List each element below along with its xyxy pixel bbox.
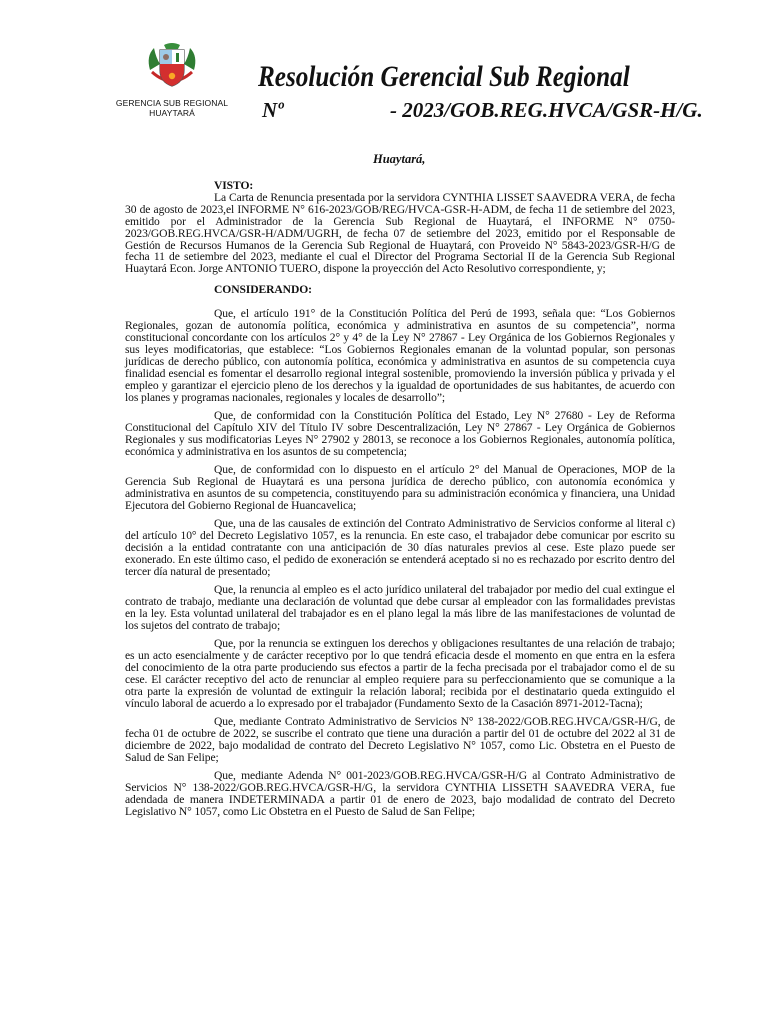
considerando-paragraph: Que, mediante Contrato Administrativo de Servicios N° 138-2022/GOB.REG.HVCA/GSR-H/G, de fecha 01 de octubre de 2022, se suscribe el contrato que tiene una duración a partir del 01 de octubre del 2022 al 31 de diciembre de 2022, bajo modalidad de contrato del Decreto Legislativo N° 1057, como Lic. Obstetra en el Puesto de Salud de San Felipe; — [125, 715, 675, 764]
resolution-number: - 2023/GOB.REG.HVCA/GSR-H/G. — [390, 98, 703, 122]
document-body — [125, 180, 675, 825]
organization-line-2: HUAYTARÁ — [149, 108, 195, 118]
place-date: Huaytará, — [373, 152, 426, 166]
considerando-heading: CONSIDERANDO: — [214, 283, 312, 297]
visto-heading: VISTO: — [214, 179, 254, 192]
document-title: Resolución Gerencial Sub Regional — [258, 60, 630, 93]
resolution-number-label: Nº — [262, 98, 284, 122]
organization-line-1: GERENCIA SUB REGIONAL — [115, 98, 229, 108]
visto-paragraph: La Carta de Renuncia presentada por la servidora CYNTHIA LISSET SAAVEDRA VERA, de fecha 30 de agosto de 2023,el INFORME N° 616-2023/GOB/REG/HVCA-GSR-H-ADM, de fecha 11 de setiembre del 2023, emitido por el Administrador de la Gerencia Sub Regional de Huaytará, el INFORME N° 0750-2023/GOB.REG.HVCA/GSR-H/ADM/UGRH, de fecha 07 de setiembre del 2023, emitido por el Responsable de Gestión de Recursos Humanos de la Gerencia Sub Regional de Huaytará, con Proveido N° 5843-2023/GSR-H/G de fecha 11 de setiembre del 2023, mediante el cual el Director del Programa Sectorial II de la Gerencia Sub Regional Huaytará Econ. Jorge ANTONIO TUERO, dispone la proyección del Acto Resolutivo correspondiente, y; — [125, 190, 675, 276]
considerando-paragraph: Que, mediante Adenda N° 001-2023/GOB.REG.HVCA/GSR-H/G al Contrato Administrativo de Servicios N° 138-2022/GOB.REG.HVCA/GSR-H/G, la servidora CYNTHIA LISSETH SAAVEDRA VERA, fue adendada de manera INDETERMINADA a partir 01 de enero de 2023, bajo modalidad de contrato del Decreto Legislativo N° 1057, como Lic Obstetra en el Puesto de Salud de San Felipe; — [125, 769, 675, 819]
considerando-paragraph: Que, de conformidad con la Constitución Política del Estado, Ley N° 27680 - Ley de Reforma Constitucional del Capítulo XIV del Título IV sobre Descentralización, Ley N° 27867 - Ley Orgánica de Gobiernos Regionales y sus modificatorias Leyes N° 27902 y 28013, se reconoce a los Gobiernos Regionales, autonomía política, económica y administrativa en los asuntos de su competencia; — [125, 408, 675, 458]
considerando-paragraph: Que, por la renuncia se extinguen los derechos y obligaciones resultantes de una relación de trabajo; es un acto esencialmente y de carácter receptivo por lo que tendrá eficacia desde el momento en que entra en la esfera del conocimiento de la otra parte produciendo sus efectos a partir de la fecha precisada por el trabajador como el de su cese. El carácter receptivo del acto de renunciar al empleo requiere para su perfeccionamiento que se comunique a la otra parte la expresión de voluntad de extinguir la relación laboral; recibida por el destinatario queda extinguido el vínculo laboral de acuerdo a lo expresado por el trabajador (Fundamento Sexto de la Casación 8971-2012-Tacna); — [125, 637, 675, 710]
organization-name — [110, 98, 234, 118]
coat-of-arms-icon — [146, 42, 198, 92]
considerando-paragraph: Que, la renuncia al empleo es el acto jurídico unilateral del trabajador por medio del cual extingue el contrato de trabajo, mediante una declaración de voluntad que debe cursar al empleador con las formalidades previstas en la ley. Esta voluntad unilateral del trabajador es en el plano legal la más libre de las manifestaciones de voluntad de los sujetos del contrato de trabajo; — [125, 583, 675, 632]
considerando-paragraph: Que, de conformidad con lo dispuesto en el artículo 2° del Manual de Operaciones, MOP de la Gerencia Sub Regional de Huaytará es una persona jurídica de derecho público, con autonomía económica y administrativa en asuntos de su competencia, constituyendo para su administración económica y financiera, una Unidad Ejecutora del Gobierno Regional de Huancavelica; — [125, 463, 675, 512]
considerando-paragraph: Que, el artículo 191° de la Constitución Política del Perú de 1993, señala que: “Los Gobiernos Regionales, gozan de autonomía política, económica y administrativa en asuntos de su competencia”, norma constitucional concordante con los artículos 2° y 4° de la Ley N° 27867 - Ley Orgánica de los Gobiernos Regionales y sus leyes modificatorias, que establece: “Los Gobiernos Regionales emanan de la voluntad popular, son personas jurídicas de derecho público, con autonomía política, económica y administrativa en asuntos de su competencia cuya finalidad esencial es fomentar el desarrollo regional integral sostenible, promoviendo la inversión pública y privada y el empleo y garantizar el ejercicio pleno de los derechos y la igualdad de oportunidades de sus habitantes, de acuerdo con los planes y programas nacionales, regionales y locales de desarrollo”; — [125, 307, 675, 404]
considerando-paragraph: Que, una de las causales de extinción del Contrato Administrativo de Servicios conforme al literal c) del artículo 10° del Decreto Legislativo 1057, es la renuncia. En este caso, el trabajador debe comunicar por escrito su decisión a la entidad contratante con una anticipación de 30 días naturales previos al cese. Este plazo puede ser exonerado. En este último caso, el pedido de exoneración se entenderá aceptado si no es rechazado por escrito dentro del tercer día natural de presentado; — [125, 517, 675, 578]
